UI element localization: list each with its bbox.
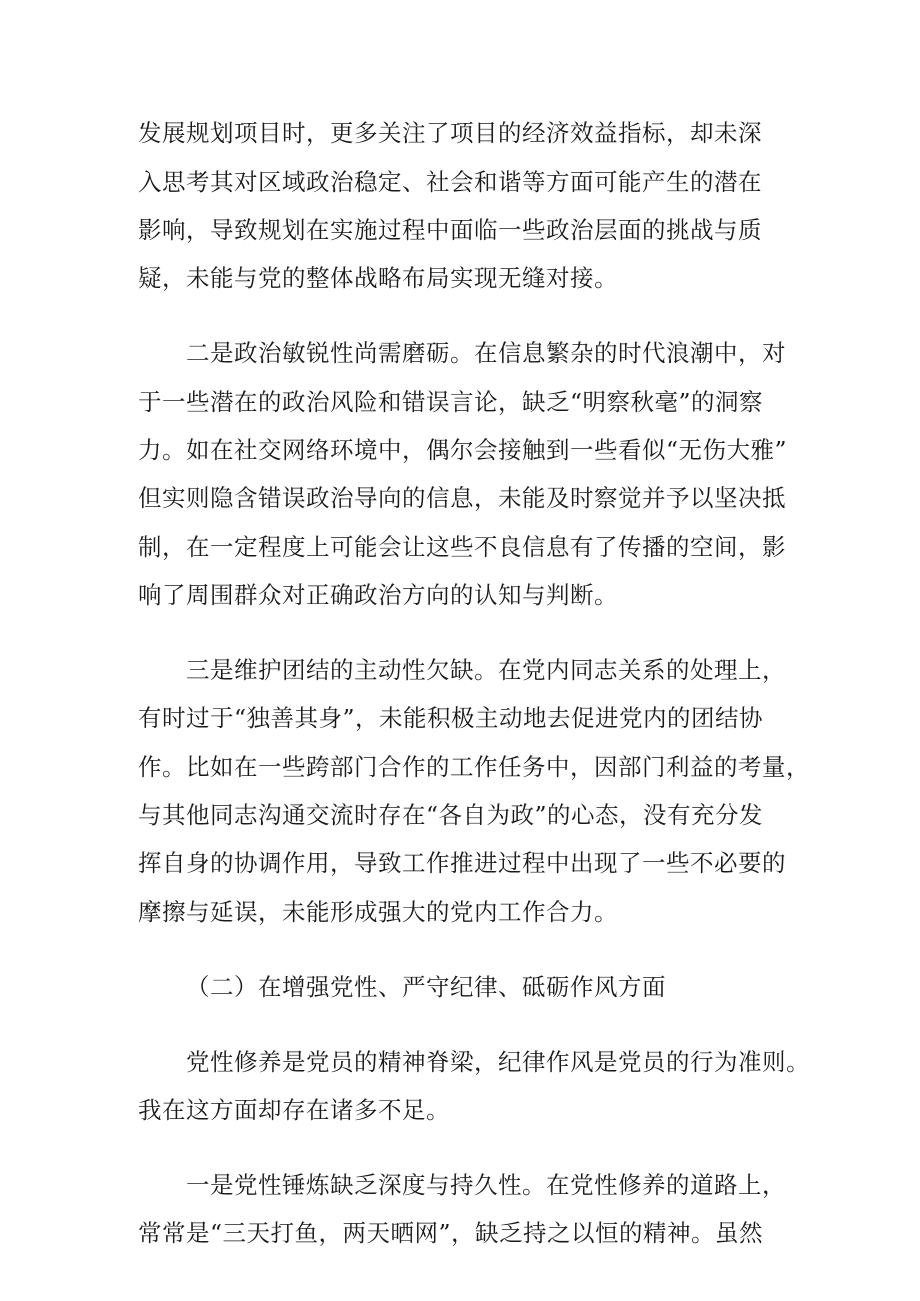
paragraph-line: 有时过于“独善其身”，未能积极主动地去促进党内的团结协 [138, 704, 764, 732]
paragraph-line: 于一些潜在的政治风险和错误言论，缺乏“明察秋毫”的洞察 [138, 388, 764, 416]
paragraph-line: 疑，未能与党的整体战略布局实现无缝对接。 [138, 264, 618, 292]
section-heading: （二）在增强党性、严守纪律、砥砺作风方面 [186, 973, 666, 1001]
paragraph-line: 响了周围群众对正确政治方向的认知与判断。 [138, 581, 618, 609]
paragraph-line: 一是党性锤炼缺乏深度与持久性。在党性修养的道路上， [186, 1171, 786, 1199]
paragraph-line: 入思考其对区域政治稳定、社会和谐等方面可能产生的潜在 [138, 168, 762, 196]
paragraph-line: 二是政治敏锐性尚需磨砺。在信息繁杂的时代浪潮中，对 [186, 339, 786, 367]
paragraph-line: 影响，导致规划在实施过程中面临一些政治层面的挑战与质 [138, 216, 762, 244]
paragraph-line: 常常是“三天打鱼，两天晒网”，缺乏持之以恒的精神。虽然 [138, 1219, 764, 1247]
paragraph-line: 力。如在社交网络环境中，偶尔会接触到一些看似“无伤大雅” [138, 436, 788, 464]
paragraph-line: 摩擦与延误，未能形成强大的党内工作合力。 [138, 898, 618, 926]
paragraph-line: 与其他同志沟通交流时存在“各自为政”的心态，没有充分发 [138, 801, 764, 829]
paragraph-line: 我在这方面却存在诸多不足。 [138, 1096, 450, 1124]
paragraph-line: 三是维护团结的主动性欠缺。在党内同志关系的处理上， [186, 656, 786, 684]
paragraph-line: 党性修养是党员的精神脊梁，纪律作风是党员的行为准则。 [186, 1048, 810, 1076]
paragraph-line: 作。比如在一些跨部门合作的工作任务中，因部门利益的考量， [138, 753, 810, 781]
paragraph-line: 制，在一定程度上可能会让这些不良信息有了传播的空间，影 [138, 533, 786, 561]
paragraph-line: 挥自身的协调作用，导致工作推进过程中出现了一些不必要的 [138, 849, 786, 877]
paragraph-line: 发展规划项目时，更多关注了项目的经济效益指标，却未深 [138, 119, 762, 147]
paragraph-line: 但实则隐含错误政治导向的信息，未能及时察觉并予以坚决抵 [138, 484, 786, 512]
